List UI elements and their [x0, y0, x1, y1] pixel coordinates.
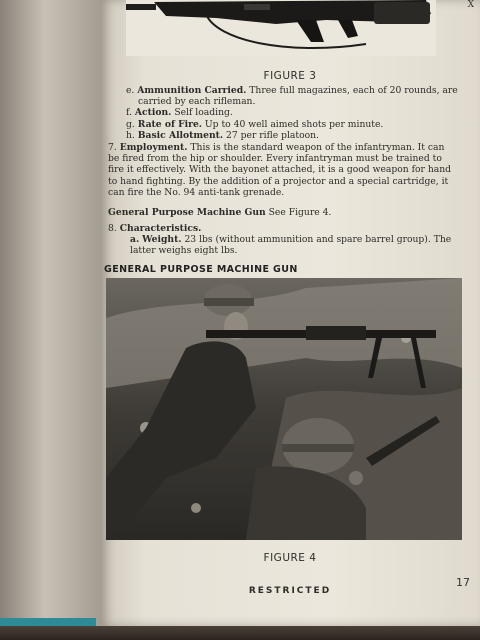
list-item: e. Ammunition Carried. Three full magazines, each of 20 rounds, are carried by each rifleman. [126, 85, 458, 108]
item-text: Self loading. [174, 107, 233, 119]
weight-text: 23 lbs (without ammunition and spare barrel group). The latter weighs eight lbs. [130, 234, 452, 257]
gpmg-text: See Figure 4. [268, 207, 332, 218]
paragraph-number: 8. [108, 223, 117, 234]
employment-paragraph [108, 142, 458, 198]
paragraph-label: Characteristics. [119, 223, 202, 234]
paragraph-number: 7. [108, 142, 117, 153]
gpmg-reference [108, 207, 458, 218]
paragraph-text: This is the standard weapon of the infantryman. It can be fired from the hip or shoulder. Every infantryman must be trained to fire it effectively. With the bayonet attached, it is a good weapon for hand to hand fighting. By the addition of a projector and a special cartridge, it can fire the No. 94 anti-tank grenade. [108, 142, 452, 198]
item-text: Three full magazines, each of 20 rounds, are carried by each rifleman. [138, 85, 458, 108]
item-text: Up to 40 well aimed shots per minute. [204, 118, 384, 130]
gpmg-label: General Purpose Machine Gun [108, 207, 266, 218]
restricted-marking: RESTRICTED [248, 586, 332, 596]
list-item: f. Action. Self loading. [126, 107, 233, 119]
list-item: h. Basic Allotment. 27 per rifle platoon. [126, 129, 319, 141]
item-label: Rate of Fire. [137, 118, 202, 130]
item-text: 27 per rifle platoon. [226, 129, 319, 141]
figure-4-caption: FIGURE 4 [263, 552, 317, 564]
table-surface [0, 626, 480, 640]
rifle-photograph [126, 0, 436, 56]
item-label: Ammunition Carried. [137, 85, 247, 96]
book-page [100, 0, 480, 626]
weight-label: Weight. [142, 234, 182, 246]
weight-line: a. Weight. 23 lbs (without ammunition and spare barrel group). The latter weighs eight lbs. [130, 234, 452, 257]
corner-mark: X [467, 0, 474, 10]
paragraph-label: Employment. [119, 142, 188, 153]
list-item: g. Rate of Fire. Up to 40 well aimed shots per minute. [126, 118, 384, 130]
rifle-characteristics-list [108, 85, 458, 141]
figure-3-caption: FIGURE 3 [263, 70, 317, 82]
page-number: 17 [456, 576, 470, 589]
item-label: Basic Allotment. [137, 129, 224, 141]
machine-gun-photograph [106, 278, 462, 540]
facing-page [0, 0, 100, 640]
section-heading: GENERAL PURPOSE MACHINE GUN [104, 264, 298, 275]
item-label: Action. [134, 107, 172, 119]
characteristics-paragraph [108, 223, 458, 257]
